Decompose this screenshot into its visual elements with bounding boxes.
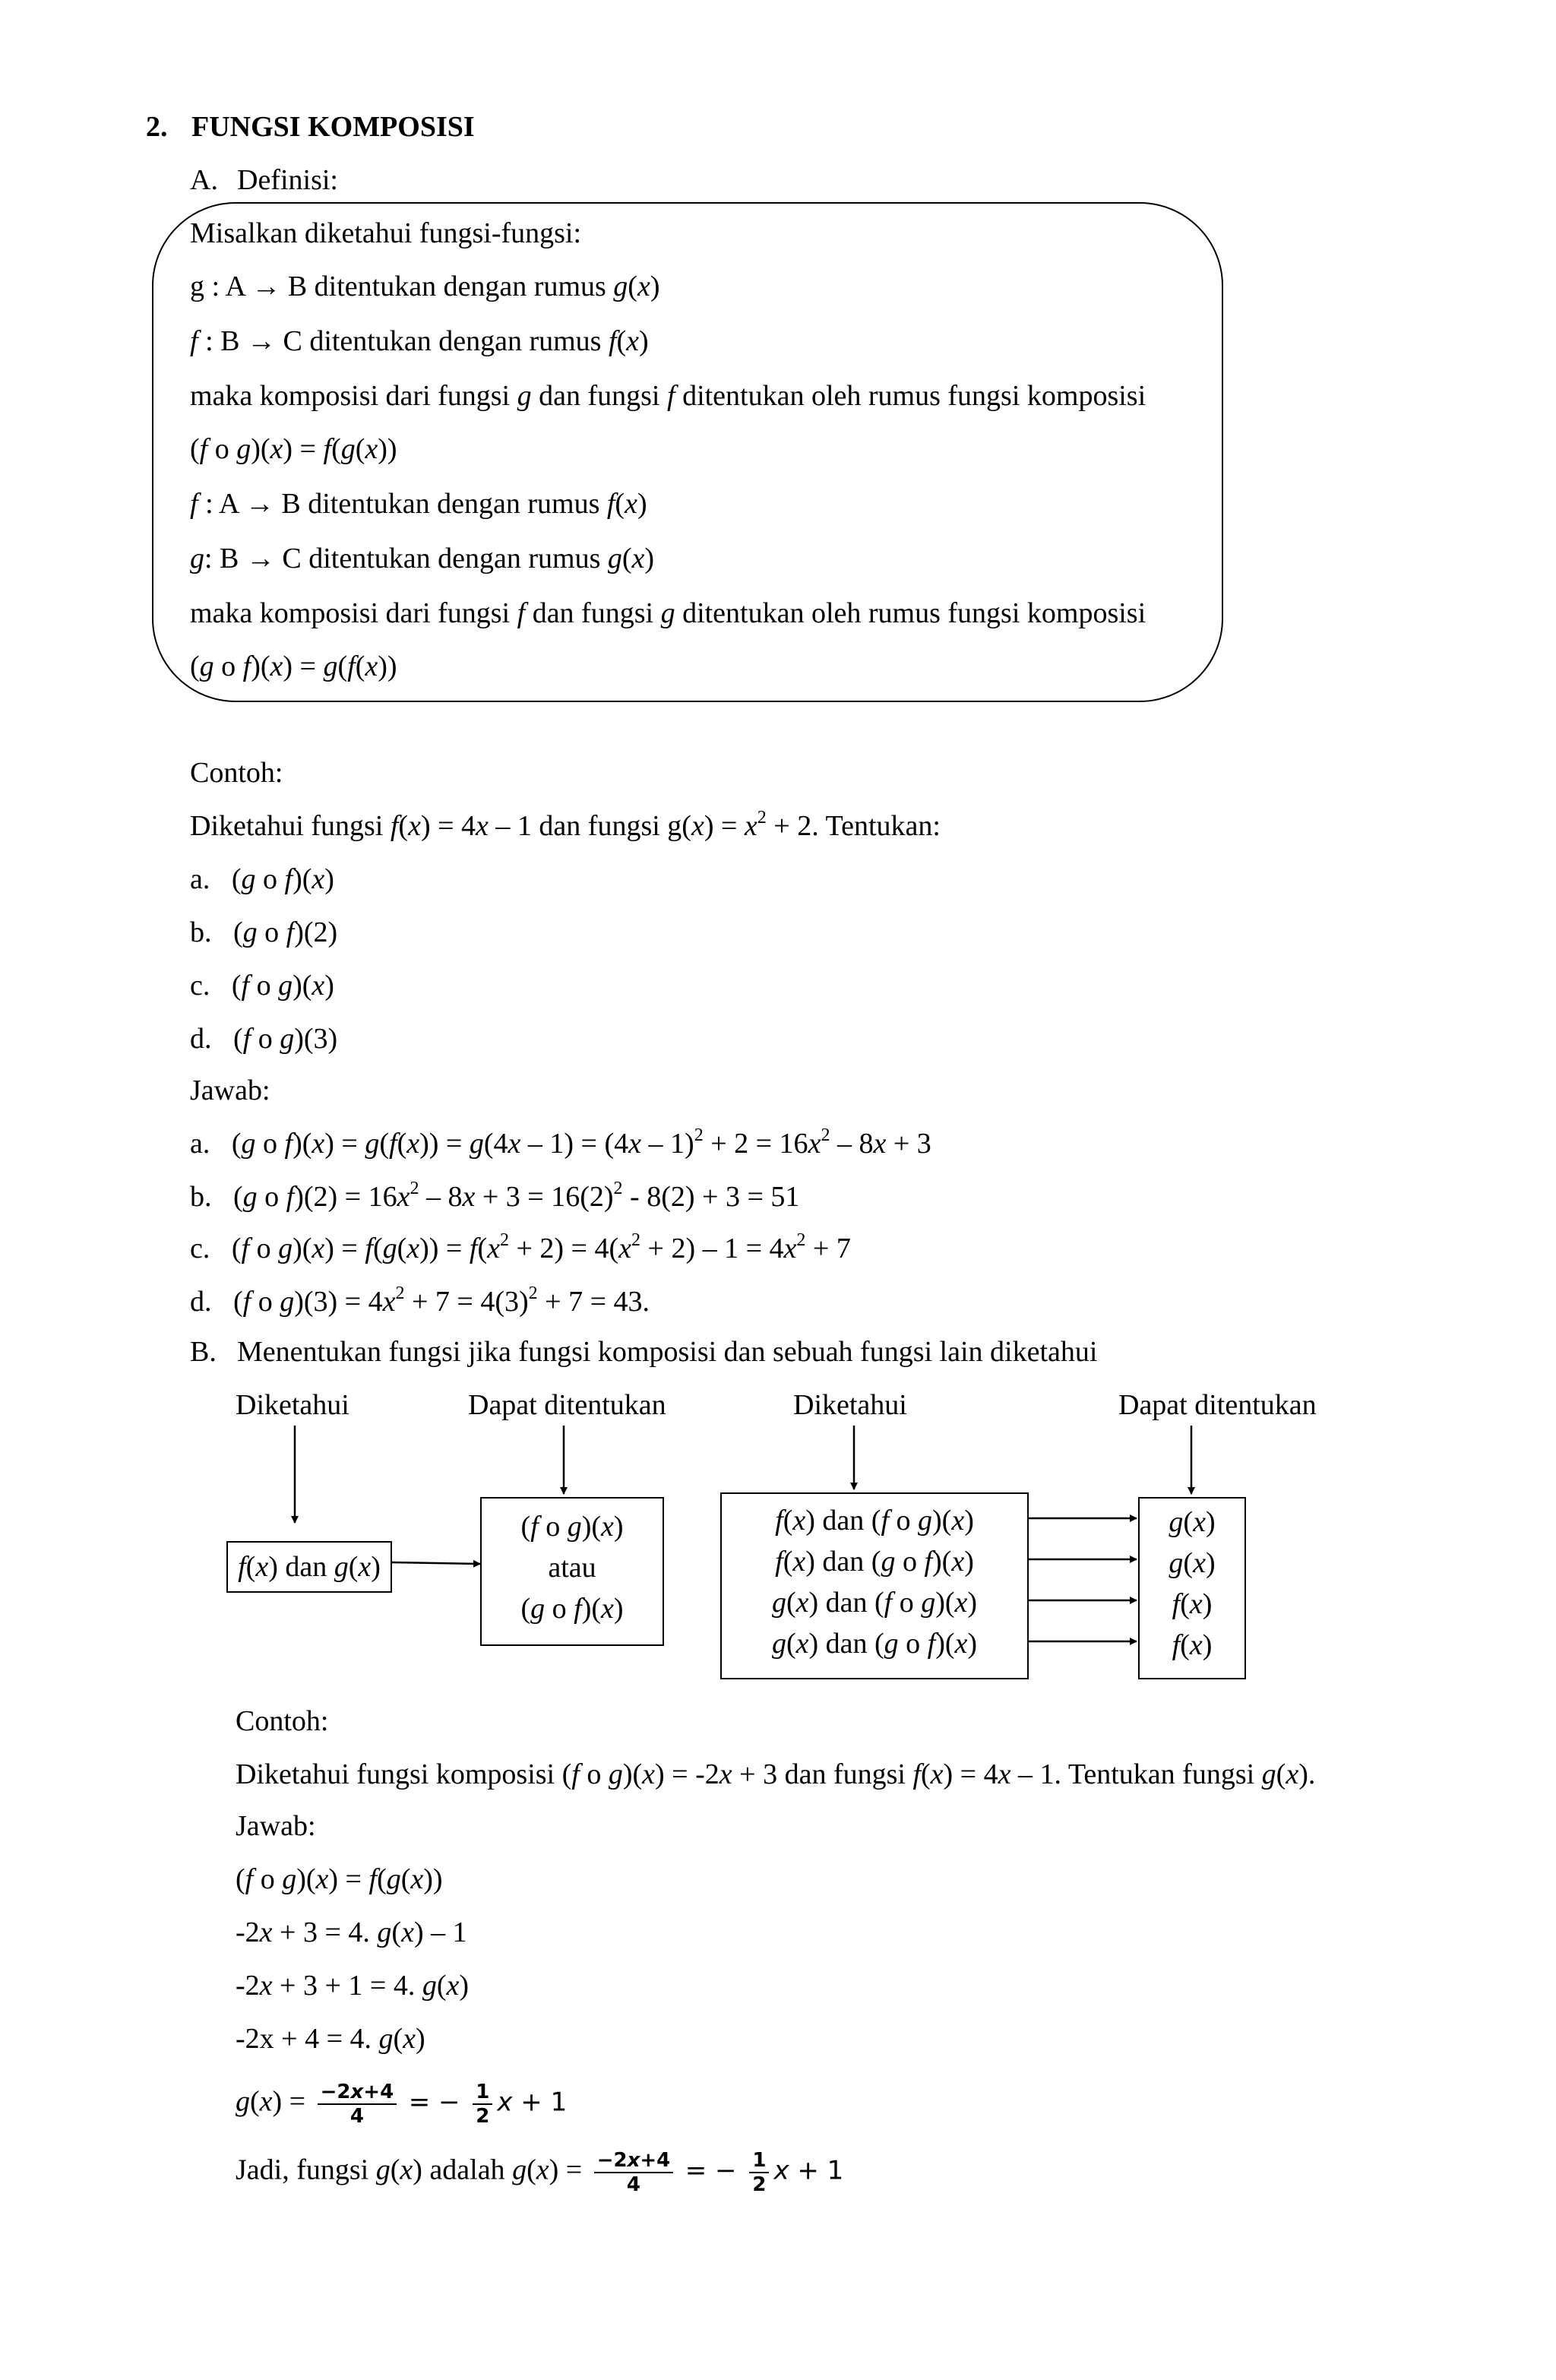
example1-item-a: a. (g o f)(x) bbox=[190, 863, 334, 895]
example2-step-5: g(x) = $\frac{-2x+4}{4}$ = − $\frac{1}{2}$ x + 1 bbox=[236, 2081, 568, 2128]
example2-statement: Diketahui fungsi komposisi (f o g)(x) = -2x + 3 dan fungsi f(x) = 4x – 1. Tentukan fungsi g(x). bbox=[236, 1758, 1316, 1790]
example1-label: Contoh: bbox=[190, 757, 283, 789]
arrow-right-icon: → bbox=[246, 325, 276, 357]
diagram-box-derivable-2: g(x) g(x) f(x) f(x) bbox=[1138, 1497, 1246, 1679]
example2-label: Contoh: bbox=[236, 1705, 329, 1737]
definition-line-g: g : A → B ditentukan dengan rumus g(x) bbox=[190, 271, 660, 302]
part-b-label: B. bbox=[190, 1336, 217, 1368]
arrow-right-icon: → bbox=[245, 543, 275, 574]
part-a-label: A. bbox=[190, 164, 218, 196]
diagram-known-2: Diketahui bbox=[793, 1389, 907, 1421]
example1-statement: Diketahui fungsi f(x) = 4x – 1 dan fungsi $g(x) = x^2 + 2$. Tentukan: bbox=[190, 808, 941, 842]
example1-item-d: d. (f o g)(3) bbox=[190, 1023, 338, 1055]
arrow-box1-to-box2 bbox=[392, 1562, 480, 1564]
diagram-derivable-2: Dapat ditentukan bbox=[1118, 1389, 1317, 1421]
example1-item-b: b. (g o f)(2) bbox=[190, 916, 338, 948]
fraction: $\frac{1}{2}$ bbox=[749, 2149, 769, 2196]
example2-step-3: -2x + 3 + 1 = 4. g(x) bbox=[236, 1970, 470, 2002]
definition-then-2: maka komposisi dari fungsi f dan fungsi g ditentukan oleh rumus fungsi komposisi bbox=[190, 597, 1146, 629]
example1-answer-d: d. (f o $g)(3) = 4x^2 + 7 = 4(3)^2 + 7 = 43$. bbox=[190, 1283, 650, 1318]
example2-step-4: -2x + 4 = 4. g(x) bbox=[236, 2023, 425, 2055]
example2-step-2: -2x + 3 = 4. g(x) – 1 bbox=[236, 1916, 467, 1948]
example1-answer-label: Jawab: bbox=[190, 1074, 270, 1106]
example1-answer-c: c. (f o $g)(x) = f(g(x)) = f(x^2 + 2) = 4(x^2 + 2) - 1 = 4x^2 + 7$ bbox=[190, 1230, 851, 1264]
diagram-derivable-1: Dapat ditentukan bbox=[468, 1389, 666, 1421]
diagram-box-known-1: f(x) dan g(x) bbox=[226, 1541, 392, 1593]
section-number: 2. bbox=[146, 111, 168, 143]
definition-intro: Misalkan diketahui fungsi-fungsi: bbox=[190, 217, 582, 249]
example1-answer-b: b. (g o $f)(2) = 16x^2 - 8x + 3 = 16(2)^2 - 8(2) + 3 = 51$ bbox=[190, 1179, 800, 1213]
fraction: $\frac{-2x+4}{4}$ bbox=[594, 2149, 674, 2196]
diagram-box-derivable-1: (f o g)(x) atau (g o f)(x) bbox=[480, 1497, 664, 1646]
fraction: $\frac{-2x+4}{4}$ bbox=[318, 2081, 397, 2128]
example1-item-c: c. (f o g)(x) bbox=[190, 970, 334, 1002]
arrow-right-icon: → bbox=[245, 488, 274, 520]
definition-then-1: maka komposisi dari fungsi g dan fungsi f ditentukan oleh rumus fungsi komposisi bbox=[190, 380, 1146, 412]
fraction: $\frac{1}{2}$ bbox=[473, 2081, 492, 2128]
diagram-known-1: Diketahui bbox=[236, 1389, 349, 1421]
definition-formula-gof: (g o f)(x) = g(f(x)) bbox=[190, 650, 397, 682]
part-b-title: Menentukan fungsi jika fungsi komposisi dan sebuah fungsi lain diketahui bbox=[237, 1336, 1098, 1368]
example2-conclusion: Jadi, fungsi g(x) adalah g(x) = $\frac{-2x+4}{4}$ = − $\frac{1}{2}$ x + 1 bbox=[236, 2149, 844, 2196]
definition-line-f: f : B → C ditentukan dengan rumus f(x) bbox=[190, 325, 649, 357]
definition-formula-fog: (f o g)(x) = f(g(x)) bbox=[190, 433, 397, 465]
part-a-title: Definisi: bbox=[237, 164, 338, 196]
diagram-box-known-2: f(x) dan (f o g)(x) f(x) dan (g o f)(x) g(x) dan (f o g)(x) g(x) dan (g o f)(x) bbox=[720, 1492, 1029, 1679]
definition-line-f2: f : A → B ditentukan dengan rumus f(x) bbox=[190, 488, 647, 520]
example2-answer-label: Jawab: bbox=[236, 1810, 316, 1842]
definition-line-g2: g: B → C ditentukan dengan rumus g(x) bbox=[190, 543, 655, 574]
section-title: FUNGSI KOMPOSISI bbox=[191, 111, 475, 143]
example2-step-1: (f o g)(x) = f(g(x)) bbox=[236, 1863, 443, 1895]
arrow-right-icon: → bbox=[251, 271, 281, 302]
example1-answer-a: a. (g o $f)(x) = g(f(x)) = g(4x - 1) = (4x - 1)^2 + 2 = 16x^2 - 8x + 3$ bbox=[190, 1125, 931, 1160]
